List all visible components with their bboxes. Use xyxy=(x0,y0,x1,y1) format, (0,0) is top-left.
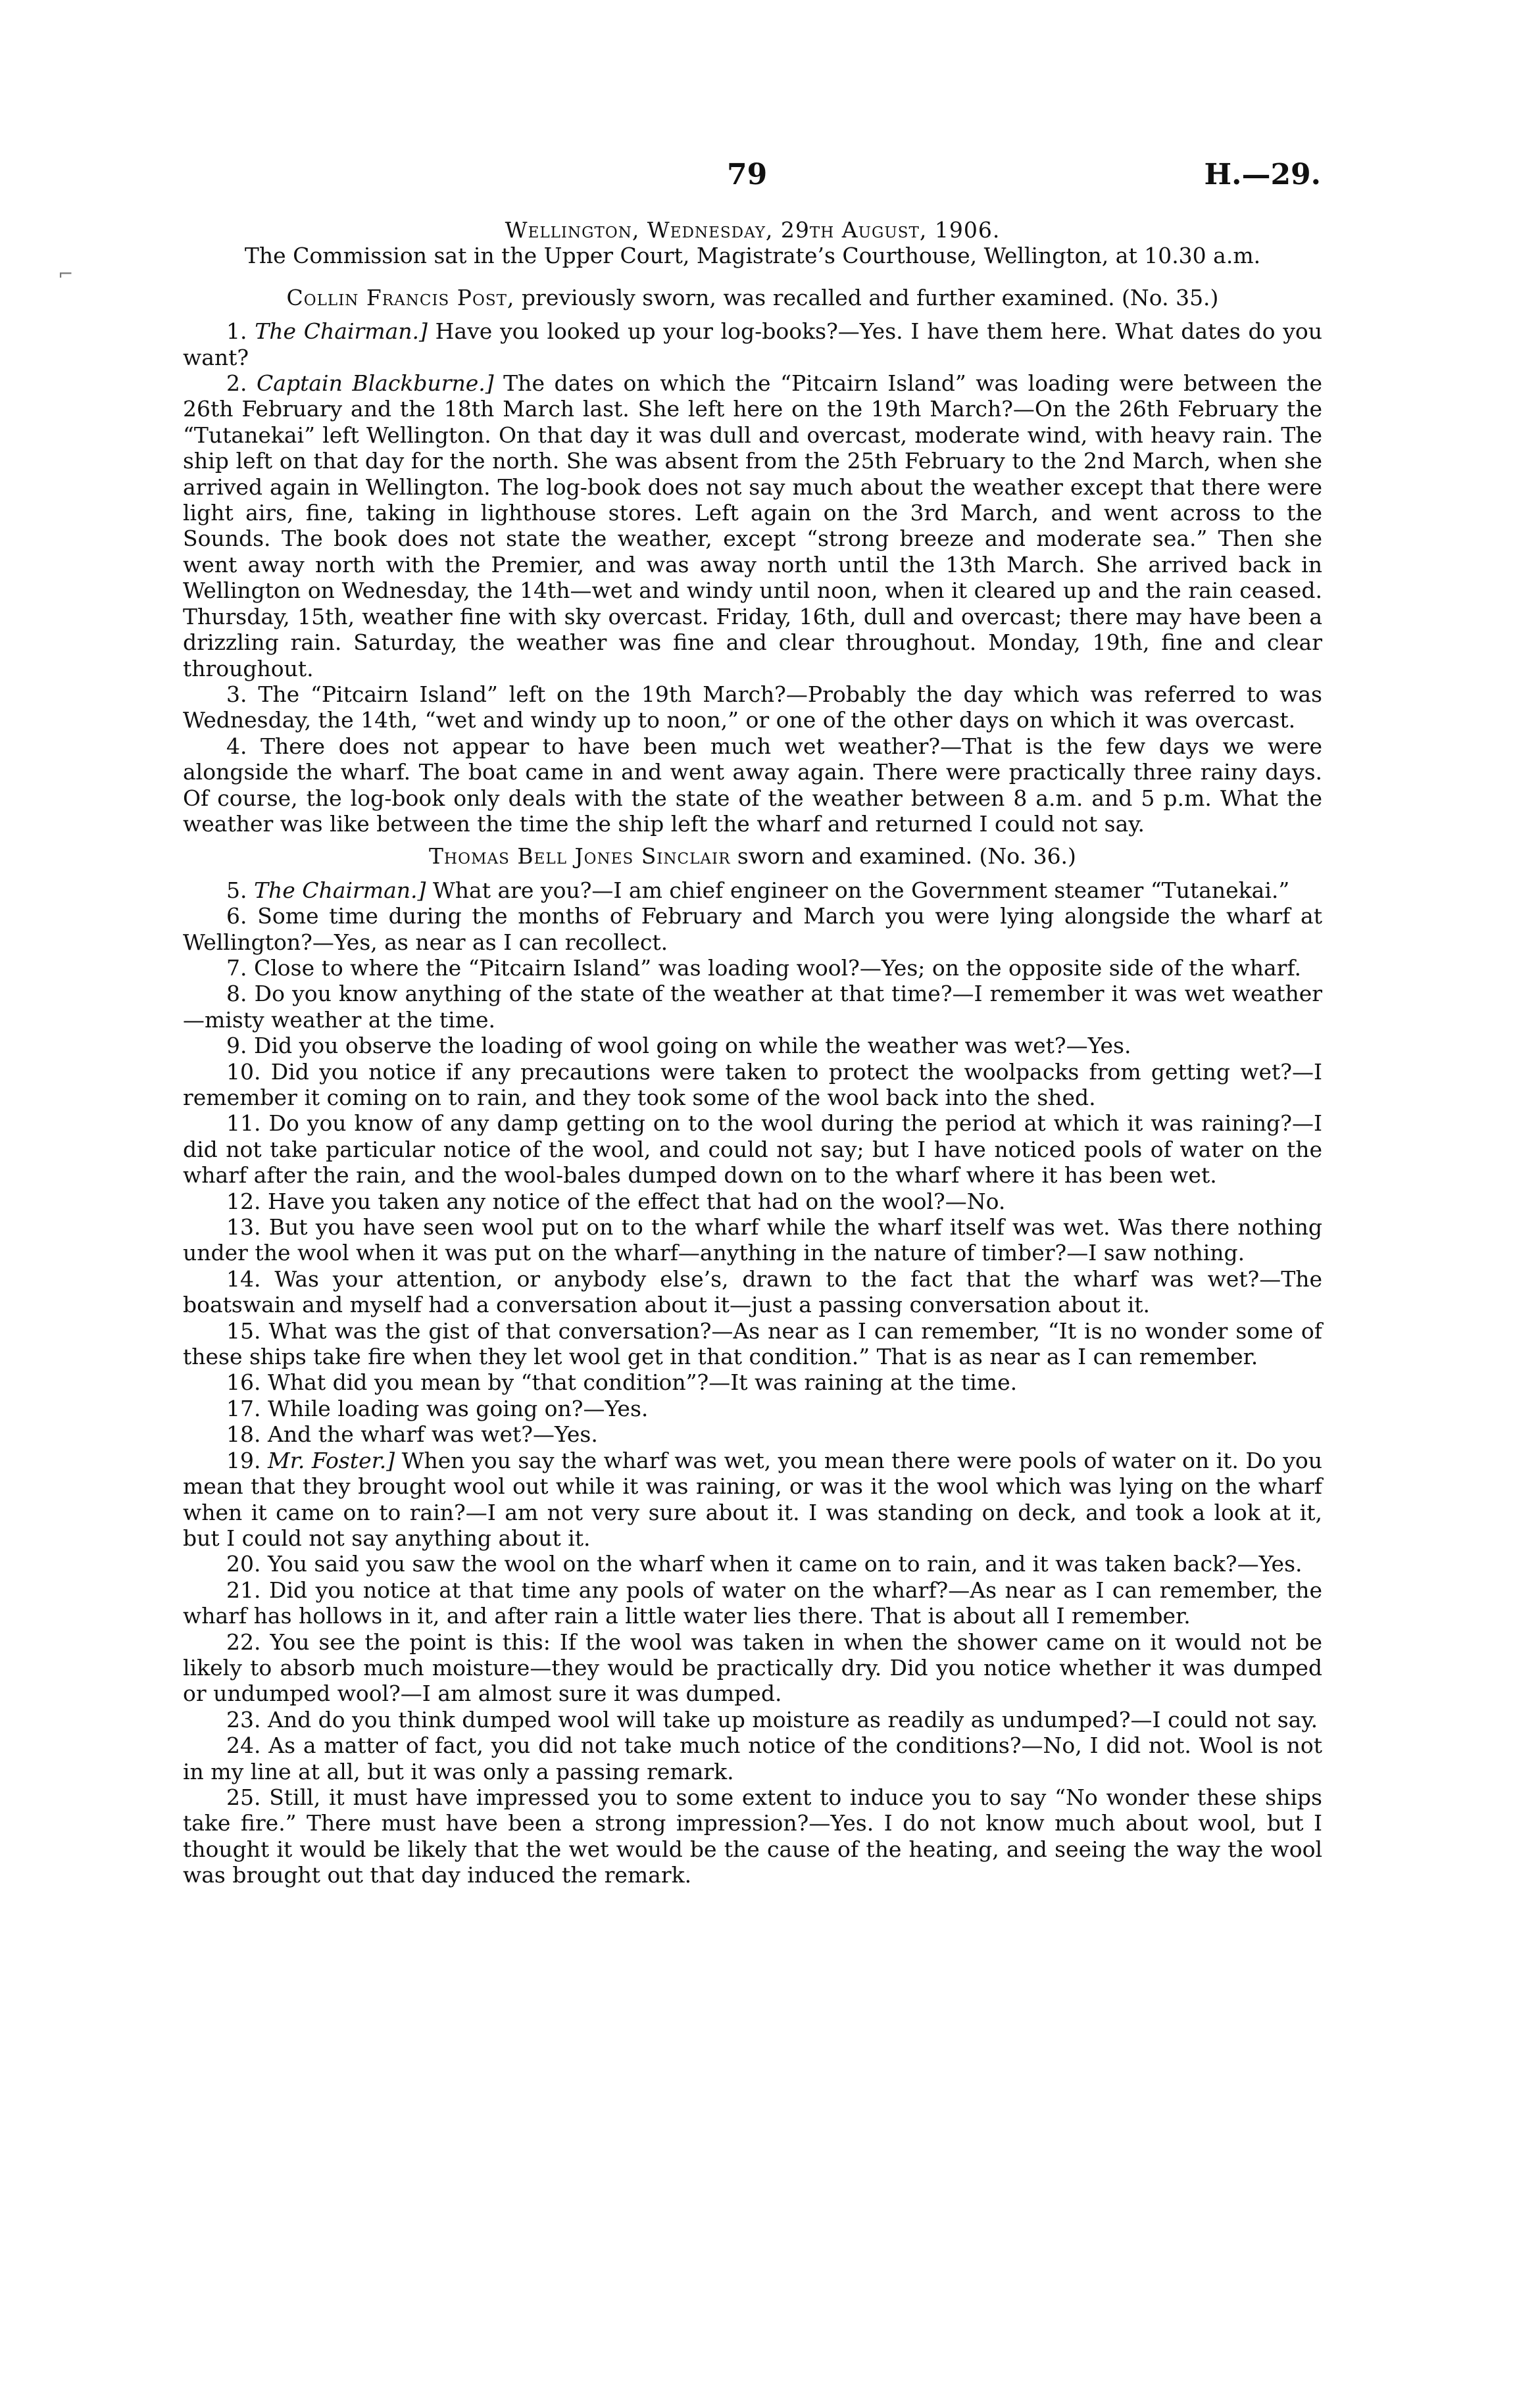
testimony-paragraph xyxy=(183,1551,1322,1577)
witness-note: sworn and examined. (No. 36.) xyxy=(730,843,1076,870)
speaker-name: Mr. Foster.] xyxy=(267,1447,395,1473)
testimony-block xyxy=(183,877,1322,1888)
session-intro: The Commission sat in the Upper Court, Magistrate’s Courthouse, Wellington, at 10.30 a.m. xyxy=(244,243,1261,269)
testimony-block xyxy=(183,318,1322,837)
page-number: 79 xyxy=(727,158,768,191)
paragraph-number: 23. xyxy=(226,1706,261,1732)
paragraph-text: What are you?—I am chief engineer on the Government steamer “Tutanekai.” xyxy=(426,877,1290,903)
testimony-paragraph xyxy=(183,1396,1322,1421)
paragraph-text: Have you taken any notice of the effect that had on the wool?—No. xyxy=(267,1188,1006,1214)
paragraph-number: 1. xyxy=(226,318,247,345)
paragraph-number: 14. xyxy=(226,1265,261,1292)
page-header xyxy=(0,158,1515,204)
paragraph-number: 4. xyxy=(226,733,247,759)
paragraph-text: You see the point is this: If the wool was taken in when the shower came on it would not be likely to absorb much moisture—they would be practically dry. Did you notice whether it was dumped or undumped wool?—I am almost sure it was dumped. xyxy=(183,1629,1322,1707)
testimony-paragraph xyxy=(183,1421,1322,1447)
speaker-name: The Chairman.] xyxy=(254,877,426,903)
paragraph-number: 24. xyxy=(226,1732,261,1759)
testimony-paragraph xyxy=(183,1369,1322,1395)
document-body xyxy=(183,217,1322,1888)
paragraph-text: Do you know anything of the state of the weather at that time?—I remember it was wet weather—misty weather at the time. xyxy=(183,981,1322,1033)
paragraph-number: 9. xyxy=(226,1033,247,1059)
paragraph-text: Was your attention, or anybody else’s, drawn to the fact that the wharf was wet?—The boatswain and myself had a conversation about it—just a passing conversation about it. xyxy=(183,1265,1322,1318)
testimony-paragraph xyxy=(183,1033,1322,1058)
paragraph-text: Do you know of any damp getting on to the wool during the period at which it was raining?—I did not take particular notice of the wool, and could not say; but I have noticed pools of water on the wharf after the rain, and the wool-bales dumped down on to the wharf where it has been wet. xyxy=(183,1110,1322,1189)
testimony-paragraph xyxy=(183,877,1322,903)
paragraph-number: 11. xyxy=(226,1110,261,1137)
testimony-paragraph xyxy=(183,1110,1322,1188)
testimony-paragraph xyxy=(183,1318,1322,1370)
paragraph-number: 25. xyxy=(226,1784,261,1810)
paragraph-text: The “Pitcairn Island” left on the 19th March?—Probably the day which was referred to was Wednesday, the 14th, “wet and windy up to noon,” or one of the other days on which it was overcast. xyxy=(183,681,1322,733)
testimony-paragraph xyxy=(183,981,1322,1033)
paragraph-text: Did you observe the loading of wool going on while the weather was wet?—Yes. xyxy=(254,1033,1131,1059)
paragraph-number: 5. xyxy=(226,877,247,903)
paragraph-text: Did you notice at that time any pools of water on the wharf?—As near as I can remember, the wharf has hollows in it, and after rain a little water lies there. That is about all I remember. xyxy=(183,1577,1322,1629)
testimony-paragraph xyxy=(183,955,1322,981)
testimony-paragraph xyxy=(183,1577,1322,1629)
paragraph-number: 6. xyxy=(226,903,247,929)
paragraph-number: 19. xyxy=(226,1447,261,1473)
paragraph-number: 2. xyxy=(226,370,247,397)
paragraph-text: What did you mean by “that condition”?—It was raining at the time. xyxy=(267,1369,1018,1396)
paragraph-number: 7. xyxy=(226,954,247,981)
document-code: H.—29. xyxy=(1204,158,1321,191)
testimony-paragraph xyxy=(183,318,1322,370)
paragraph-text: What was the gist of that conversation?—As near as I can remember, “It is no wonder some of these ships take fire when they let wool get in that condition.” That is as near as I can remember. xyxy=(183,1317,1322,1370)
dateline: Wellington, Wednesday, 29th August, 1906. xyxy=(505,217,1001,243)
paragraph-number: 16. xyxy=(226,1369,261,1396)
testimony-paragraph xyxy=(183,1707,1322,1732)
paragraph-text: And do you think dumped wool will take up moisture as readily as undumped?—I could not say. xyxy=(267,1706,1318,1732)
paragraph-text: The dates on which the “Pitcairn Island” was loading were between the 26th February and the 18th March last. She left here on the 19th March?—On the 26th February the “Tutanekai” left Wellington. On that day it was dull and overcast, moderate wind, with heavy rain. The ship left on that day for the north. She was absent from the 25th February to the 2nd March, when she arrived again in Wellington. The log-book does not say much about the weather except that there were light airs, fine, taking in lighthouse stores. Left again on the 3rd March, and went across to the Sounds. The book does not state the weather, except “strong breeze and moderate sea.” Then she went away north with the Premier, and was away north until the 13th March. She arrived back in Wellington on Wednesday, the 14th—wet and windy until noon, when it cleared up and the rain ceased. Thursday, 15th, weather fine with sky overcast. Friday, 16th, dull and overcast; there may have been a drizzling rain. Saturday, the weather was fine and clear throughout. Monday, 19th, fine and clear throughout. xyxy=(183,370,1322,681)
paragraph-number: 3. xyxy=(226,681,247,707)
paragraph-text: Have you looked up your log-books?—Yes. I have them here. What dates do you want? xyxy=(183,318,1323,370)
paragraph-number: 21. xyxy=(226,1577,261,1603)
witness-heading xyxy=(183,285,1322,310)
testimony-paragraph xyxy=(183,1266,1322,1318)
witness-name: Collin Francis Post, xyxy=(286,284,515,310)
witness-name: Thomas Bell Jones Sinclair xyxy=(429,843,731,870)
testimony-paragraph xyxy=(183,1214,1322,1266)
paragraph-text: And the wharf was wet?—Yes. xyxy=(267,1421,598,1448)
testimony-paragraph xyxy=(183,1732,1322,1784)
paragraph-number: 15. xyxy=(226,1317,261,1344)
testimony-paragraph xyxy=(183,370,1322,681)
testimony-paragraph xyxy=(183,1448,1322,1552)
testimony-paragraph xyxy=(183,903,1322,955)
paragraph-text: Some time during the months of February and March you were lying alongside the wharf at Wellington?—Yes, as near as I can recollect. xyxy=(183,903,1322,955)
paragraph-text: As a matter of fact, you did not take much notice of the conditions?—No, I did not. Wool is not in my line at all, but it was only a passing remark. xyxy=(183,1732,1322,1784)
paragraph-number: 17. xyxy=(226,1395,261,1421)
testimony-paragraph xyxy=(183,733,1322,837)
testimony-paragraph xyxy=(183,681,1322,733)
paragraph-number: 10. xyxy=(226,1058,261,1085)
speaker-name: The Chairman.] xyxy=(255,318,428,345)
paragraph-text: Close to where the “Pitcairn Island” was loading wool?—Yes; on the opposite side of the wharf. xyxy=(254,954,1301,981)
testimony-paragraph xyxy=(183,1189,1322,1214)
paragraph-text: Did you notice if any precautions were taken to protect the woolpacks from getting wet?—I remember it coming on to rain, and they took some of the wool back into the shed. xyxy=(183,1058,1322,1110)
paragraph-number: 22. xyxy=(226,1629,261,1655)
testimony-paragraph xyxy=(183,1059,1322,1111)
paragraph-number: 20. xyxy=(226,1551,261,1577)
paragraph-number: 8. xyxy=(226,981,247,1007)
paragraph-text: But you have seen wool put on to the wharf while the wharf itself was wet. Was there nothing under the wool when it was put on the wharf—anything in the nature of timber?—I saw nothing. xyxy=(183,1214,1322,1266)
testimony-paragraph xyxy=(183,1784,1322,1888)
witness-note: previously sworn, was recalled and further examined. (No. 35.) xyxy=(514,284,1219,310)
testimony-paragraph xyxy=(183,1629,1322,1707)
paragraph-number: 18. xyxy=(226,1421,261,1448)
paragraph-number: 12. xyxy=(226,1188,261,1214)
paragraph-text: While loading was going on?—Yes. xyxy=(267,1395,649,1421)
paragraph-text: Still, it must have impressed you to some extent to induce you to say “No wonder these ships take fire.” There must have been a strong impression?—Yes. I do not know much about wool, but I thought it would be likely that the wet would be the cause of the heating, and seeing the way the wool was brought out that day induced the remark. xyxy=(183,1784,1322,1888)
paragraph-text: When you say the wharf was wet, you mean there were pools of water on it. Do you mean that they brought wool out while it was raining, or was it the wool which was lying on the wharf when it came on to rain?—I am not very sure about it. I was standing on deck, and took a look at it, but I could not say anything about it. xyxy=(183,1447,1322,1551)
paragraph-text: You said you saw the wool on the wharf when it came on to rain, and it was taken back?—Yes. xyxy=(267,1551,1303,1577)
witness-heading xyxy=(183,843,1322,869)
paragraph-text: There does not appear to have been much wet weather?—That is the few days we were alongside the wharf. The boat came in and went away again. There were practically three rainy days. Of course, the log-book only deals with the state of the weather between 8 a.m. and 5 p.m. What the weather was like between the time the ship left the wharf and returned I could not say. xyxy=(183,733,1322,837)
speaker-name: Captain Blackburne.] xyxy=(257,370,494,397)
paragraph-number: 13. xyxy=(226,1214,261,1241)
margin-mark: ⌐ xyxy=(58,263,74,285)
